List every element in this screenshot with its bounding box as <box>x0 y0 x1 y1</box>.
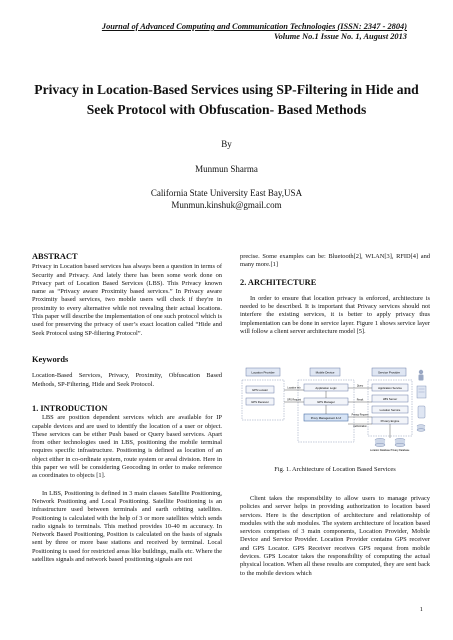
figure-caption: Fig. 1. Architecture of Location Based Services <box>274 466 396 473</box>
abstract-heading: ABSTRACT <box>32 252 78 261</box>
introduction-heading: 1. INTRODUCTION <box>32 404 108 413</box>
architecture-paragraph-2-section <box>240 495 430 578</box>
paper-title: Privacy in Location-Based Services using SP-Filtering in Hide and Seek Protocol with Obfuscation- Based Methods <box>34 82 419 117</box>
gps-request-label: GPS Request <box>286 399 302 402</box>
mobile-device-label: Mobile Device <box>315 370 335 375</box>
privacy-database-icon <box>395 438 405 446</box>
architecture-heading: 2. ARCHITECTURE <box>240 277 317 287</box>
continuation-text: precise. Some examples can be: Bluetooth[2], WLAN[3], RFID[4] and many more.[1] <box>240 253 430 269</box>
introduction-paragraph-2: In LBS, Positioning is defined in 3 main classes Satellite Positioning, Network Positioning and Local Positioning. Satellite Positioning is an infrastructure used between terminals and earth orbiting satellites. Positioning is calculated with the help of 3 or more satellites which sends radio signals to terminals. This method provides 10-40 m accuracy. In Network Based Positioning, Position is calculated on the basis of signals sent by three or more base stations and received by terminal. Local Positioning is used for restricted areas like buildings, malls etc. Where the satellites signals and network based positioning signals are not <box>32 489 222 564</box>
application-logic-label: Application Logic <box>315 385 337 390</box>
right-column-top <box>240 253 430 336</box>
architecture-paragraph-2: Client takes the responsibility to allow users to manage privacy policies and server helps in providing authorization to location based services. Here is the description of architecture and relationship of modules with the sub modules. The system architecture of location based services comprises of 3 main components, Location Provider, Mobile Device and Service Provider. Location Provider contains GPS receiver and GPS Locator. GPS Receiver receives GPS request from mobile devices. GPS Locator takes the responsibility of computing the actual physical location. When all these results are computed, they are sent back to the mobile devices which <box>240 495 430 577</box>
author-email: Munmun.kinshuk@gmail.com <box>171 200 282 210</box>
authorization-label: Authorization <box>353 426 367 428</box>
introduction-paragraph-1: LBS are position dependent services which are available for IP capable devices and are used to identify the location of a user or object. These services can be either Push based or Query based services. Apart from other technologies used in LBS, positioning the mobile terminal requires specific infrastructure. Positioning is defined as location of an object either in co-ordinate system, route system or areal division. Here in this paper we will be considering Geocoding in order to make reference as coordinates to objects [1]. <box>32 414 222 480</box>
service-provider-label: Service Provider <box>377 370 401 375</box>
mobile-phone-icon <box>418 406 425 418</box>
server-icon <box>417 386 426 398</box>
keywords-text: Location-Based Services, Privacy, Proximity, Obfuscation Based Methods, SP-Filtering, Hide and Seek Protocol. <box>32 372 222 388</box>
keywords-section <box>32 356 222 389</box>
query-label: Query <box>356 385 364 388</box>
author-affiliation <box>0 187 453 211</box>
journal-issue: Volume No.1 Issue No. 1, August 2013 <box>273 32 407 41</box>
lbs-server-label: LBS Server <box>382 396 398 401</box>
user-database-icon <box>417 425 425 432</box>
privacy-database-label: Privacy Database <box>390 449 410 452</box>
application-service-label: Application Service <box>378 385 402 390</box>
gps-locator-label: GPS Locator <box>251 387 269 392</box>
journal-title: Journal of Advanced Computing and Communication Technologies (ISSN: 2347 - 2804) <box>101 22 407 31</box>
location-database-label: Location Database <box>370 449 390 452</box>
author-name: Munmun Sharma <box>195 164 258 174</box>
keywords-heading: Keywords <box>32 355 69 364</box>
gps-receiver-label: GPS Receiver <box>251 399 269 404</box>
byline: By <box>221 139 232 149</box>
abstract-text: Privacy in Location based services has always been a question in terms of Security and Privacy. And lately there has been some work done on Privacy part of Location Based Services (LBS). This Privacy known name as “Privacy aware Proximity based services.” In Privacy aware Proximity based services, two mobile users will check if they're in proximity to every alternative while not revealing their actual locations. This paper will describe the implementation of one such protocol which is used for preserving the privacy of user’s exact location called “Hide and Seek Protocol using SP-filtering Protocol”. <box>32 263 222 337</box>
location-service-label: Location Service <box>379 407 401 412</box>
proxy-manager-label: Proxy Management & UI <box>310 415 342 420</box>
affiliation: California State University East Bay,USA <box>150 188 303 198</box>
page-number: 1 <box>419 606 423 613</box>
introduction-section <box>32 405 222 564</box>
architecture-diagram <box>240 362 430 454</box>
result-label: Result <box>356 399 364 402</box>
abstract-section <box>32 253 222 338</box>
privacy-request-label: Privacy Request <box>351 414 369 417</box>
location-info-label: Location Info <box>287 387 301 390</box>
gps-manager-label: GPS Manager <box>317 399 335 404</box>
journal-header <box>102 22 407 42</box>
location-provider-label: Location Provider <box>251 370 275 375</box>
user-figure-icon <box>419 370 424 381</box>
architecture-paragraph-1: In order to ensure that location privacy is enforced, architecture is needed to be described. It is important that Privacy services should not interfere the existing services, it is better to apply privacy thus implementation can be done in service layer. Figure 1 shows service layer will follow a client server architecture model [5]. <box>240 294 430 336</box>
location-database-icon <box>375 438 385 446</box>
privacy-engine-label: Privacy Engine <box>380 418 400 423</box>
